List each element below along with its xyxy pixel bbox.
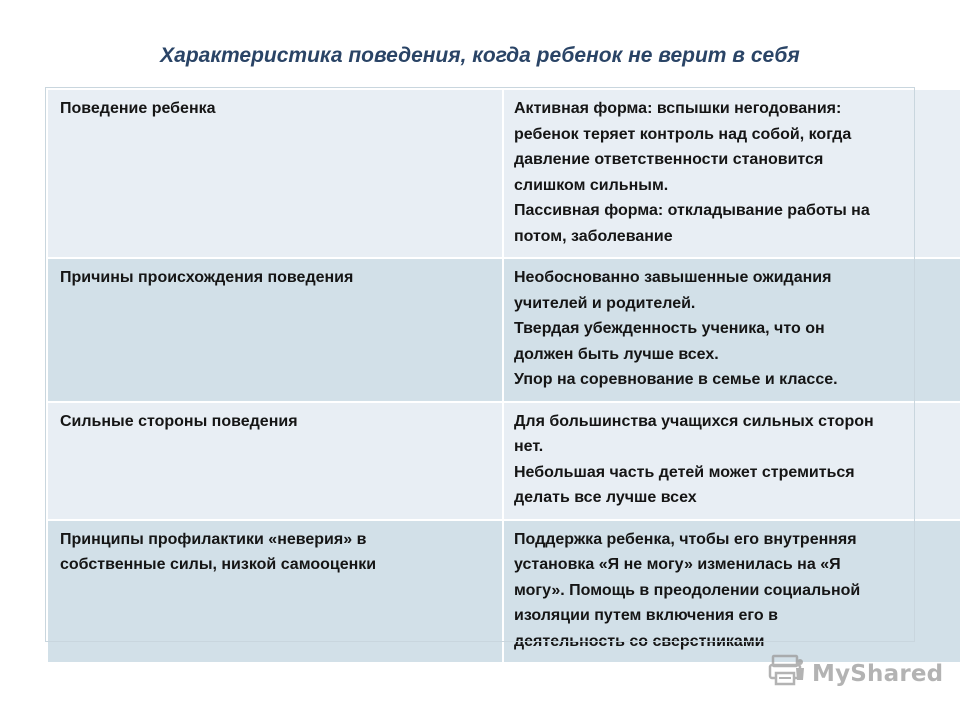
printer-person-icon <box>768 654 806 693</box>
cell-line: учителей и родителей. <box>514 294 696 312</box>
row-label-cell <box>47 89 503 258</box>
cell-line: деятельность со сверстниками <box>514 632 765 650</box>
watermark <box>768 654 943 693</box>
cell-line: Активная форма: вспышки негодования: <box>514 100 842 117</box>
cell-line: Поддержка ребенка, чтобы его внутренняя <box>514 530 857 548</box>
cell-line: Принципы профилактики «неверия» в <box>60 530 367 548</box>
row-label-cell <box>47 520 503 664</box>
table-row <box>47 402 960 520</box>
cell-line: Поведение ребенка <box>60 100 216 117</box>
cell-line: Для большинства учащихся сильных сторон <box>514 412 874 430</box>
info-table <box>46 88 960 664</box>
cell-line: Твердая убежденность ученика, что он <box>514 320 825 337</box>
cell-line: Небольшая часть детей может стремиться <box>514 463 855 481</box>
table-row <box>47 89 960 258</box>
row-value-cell <box>503 258 960 402</box>
cell-line: собственные силы, низкой самооценки <box>60 556 377 573</box>
cell-line: Пассивная форма: откладывание работы на <box>514 202 870 219</box>
row-value-cell <box>503 520 960 664</box>
row-value-cell <box>503 89 960 258</box>
page-title: Характеристика поведения, когда ребенок не верит в себя <box>160 44 800 67</box>
watermark-text: MyShared <box>812 660 944 687</box>
cell-line: могу». Помощь в преодолении социальной <box>514 581 861 599</box>
row-value-cell <box>503 402 960 520</box>
cell-line: потом, заболевание <box>514 227 673 245</box>
cell-line: нет. <box>514 438 544 455</box>
cell-line: слишком сильным. <box>514 176 669 194</box>
cell-line: Сильные стороны поведения <box>60 412 298 430</box>
cell-line: давление ответственности становится <box>514 151 824 168</box>
table-row <box>47 258 960 402</box>
cell-line: изоляции путем включения его в <box>514 607 778 624</box>
row-label-cell <box>47 402 503 520</box>
cell-line: Причины происхождения поведения <box>60 269 354 286</box>
cell-line: Упор на соревнование в семье и классе. <box>514 371 838 388</box>
cell-line: установка «Я не могу» изменилась на «Я <box>514 556 841 573</box>
cell-line: должен быть лучше всех. <box>514 345 719 363</box>
cell-line: делать все лучше всех <box>514 489 697 506</box>
cell-line: ребенок теряет контроль над собой, когда <box>514 125 852 143</box>
row-label-cell <box>47 258 503 402</box>
table-row <box>47 520 960 664</box>
cell-line: Необоснованно завышенные ожидания <box>514 269 832 286</box>
